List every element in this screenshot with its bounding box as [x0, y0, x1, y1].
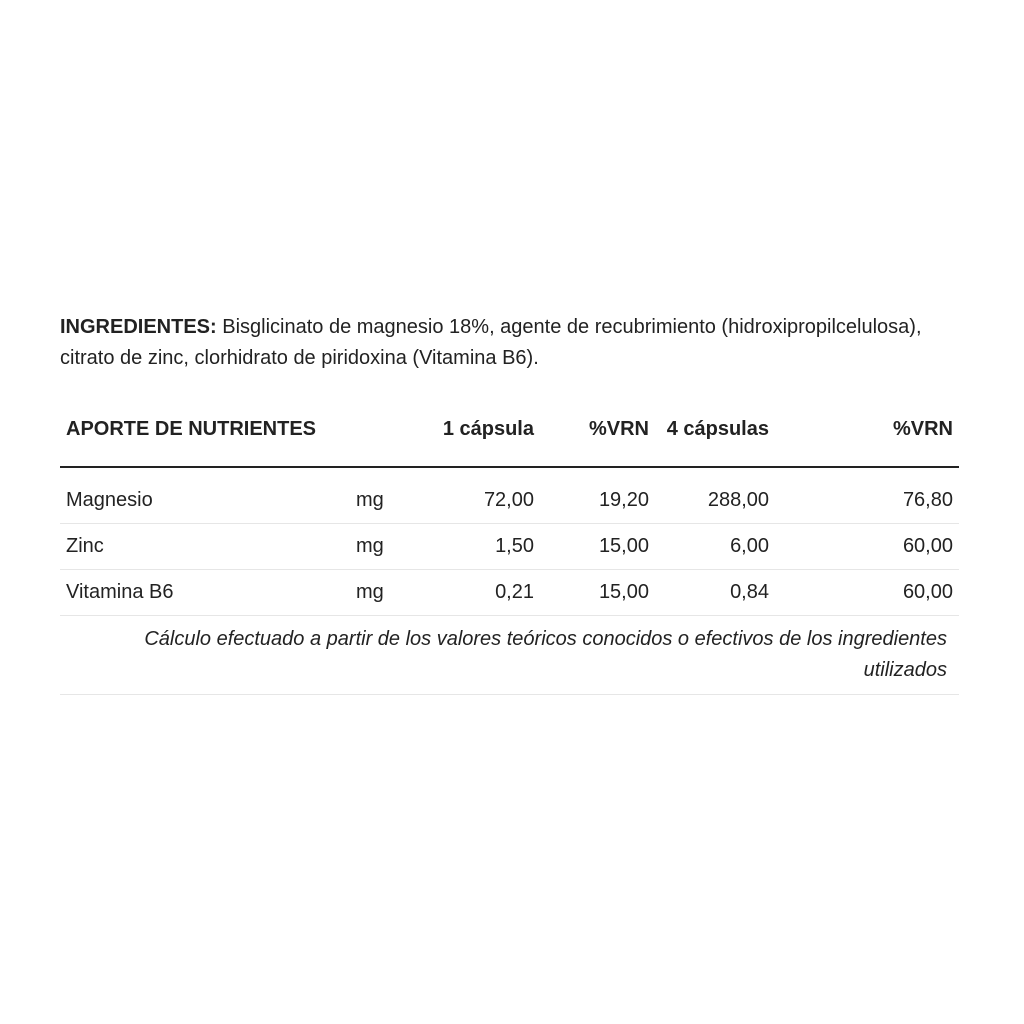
- ingredients-paragraph: [60, 312, 960, 374]
- nutrient-name: Magnesio: [60, 467, 350, 524]
- four-capsules-value: 0,84: [655, 570, 775, 616]
- header-one-capsule: 1 cápsula: [410, 392, 540, 467]
- footnote: Cálculo efectuado a partir de los valores teóricos conocidos o efectivos de los ingredientes utilizados: [60, 616, 959, 695]
- one-capsule-value: 0,21: [410, 570, 540, 616]
- vrn-1-value: 19,20: [540, 467, 655, 524]
- vrn-1-value: 15,00: [540, 524, 655, 570]
- nutrient-name: Zinc: [60, 524, 350, 570]
- vrn-2-value: 60,00: [775, 524, 959, 570]
- header-unit: [350, 392, 410, 467]
- table-row: [60, 524, 959, 570]
- nutrient-name: Vitamina B6: [60, 570, 350, 616]
- header-nutrients: APORTE DE NUTRIENTES: [60, 392, 350, 467]
- one-capsule-value: 1,50: [410, 524, 540, 570]
- header-four-capsules: 4 cápsulas: [655, 392, 775, 467]
- nutrient-unit: mg: [350, 467, 410, 524]
- nutrient-unit: mg: [350, 524, 410, 570]
- nutrient-unit: mg: [350, 570, 410, 616]
- ingredients-text: Bisglicinato de magnesio 18%, agente de recubrimiento (hidroxipropilcelulosa), citrato de zinc, clorhidrato de piridoxina (Vitamina B6).: [60, 316, 922, 369]
- nutrition-table: [60, 392, 959, 695]
- vrn-1-value: 15,00: [540, 570, 655, 616]
- four-capsules-value: 6,00: [655, 524, 775, 570]
- table-row: [60, 467, 959, 524]
- four-capsules-value: 288,00: [655, 467, 775, 524]
- table-row: [60, 570, 959, 616]
- table-header-row: [60, 392, 959, 467]
- footnote-row: [60, 616, 959, 695]
- header-vrn-1: %VRN: [540, 392, 655, 467]
- ingredients-label: INGREDIENTES:: [60, 316, 217, 338]
- vrn-2-value: 60,00: [775, 570, 959, 616]
- header-vrn-2: %VRN: [775, 392, 959, 467]
- vrn-2-value: 76,80: [775, 467, 959, 524]
- one-capsule-value: 72,00: [410, 467, 540, 524]
